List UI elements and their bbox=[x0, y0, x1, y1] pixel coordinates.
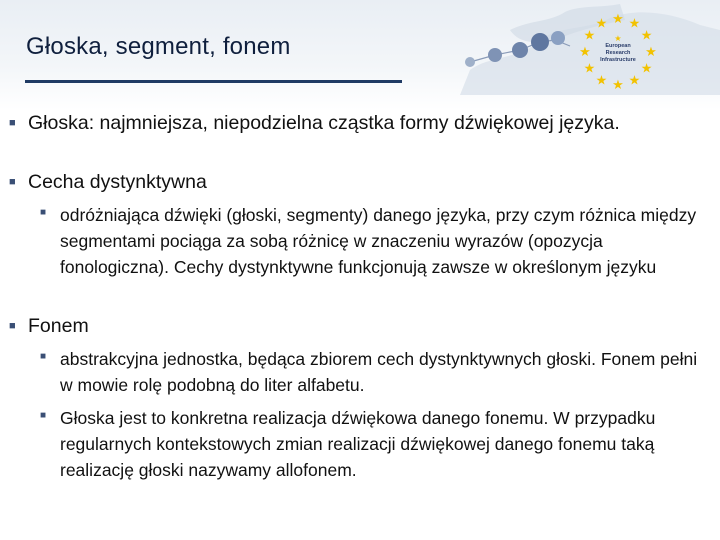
eu-star-icon: ★ bbox=[640, 60, 653, 76]
eu-star-icon: ★ bbox=[583, 60, 596, 76]
logo-line-2: Research bbox=[605, 50, 631, 56]
bullet-item-level1 bbox=[28, 313, 708, 339]
bullet-text: abstrakcyjna jednostka, będąca zbiorem cech dystynktywnych głoski. Fonem pełni w mowie rolę podobną do liter alfabetu. bbox=[60, 349, 698, 395]
bullet-square-icon: ■ bbox=[9, 176, 16, 188]
eu-star-icon: ★ bbox=[628, 15, 641, 31]
eu-star-icon: ★ bbox=[628, 72, 641, 88]
bullet-square-icon: ■ bbox=[9, 117, 16, 129]
bullet-text: Fonem bbox=[28, 315, 89, 337]
bullet-square-icon: ■ bbox=[40, 410, 47, 421]
bullet-text: odróżniająca dźwięki (głoski, segmenty) danego języka, przy czym różnica między segmentami pociąga za sobą różnicę w znaczeniu wyrazów (opozycja fonologiczna). Cechy dystynktywne funkcjonują zawsze w określonym języku bbox=[60, 205, 697, 277]
eu-star-icon: ★ bbox=[612, 77, 624, 92]
bullet-square-icon: ■ bbox=[40, 351, 47, 362]
bullet-item-level2 bbox=[60, 405, 710, 483]
logo-line-1: European bbox=[605, 43, 631, 49]
eu-center-star-icon: ★ bbox=[614, 34, 622, 43]
eu-star-icon: ★ bbox=[583, 27, 596, 43]
bullet-item-level1 bbox=[28, 110, 708, 136]
logo-line-3: Infrastructure bbox=[600, 57, 636, 63]
bullet-text: Głoska jest to konkretna realizacja dźwiękowa danego fonemu. W przypadku regularnych kontekstowych zmian realizacji dźwiękowej danego fonemu taką realizację głoski nazywamy allofonem. bbox=[60, 408, 656, 480]
eu-star-icon: ★ bbox=[645, 44, 657, 59]
bullet-text: Głoska: najmniejsza, niepodzielna cząstka formy dźwiękowej języka. bbox=[28, 112, 620, 134]
eu-star-icon: ★ bbox=[640, 27, 653, 43]
eu-star-icon: ★ bbox=[595, 72, 608, 88]
bullet-square-icon: ■ bbox=[9, 320, 16, 332]
eu-star-icon: ★ bbox=[579, 44, 591, 59]
bullet-item-level1 bbox=[28, 169, 708, 195]
bullet-square-icon: ■ bbox=[40, 207, 47, 218]
bullet-item-level2 bbox=[60, 346, 710, 398]
slide-title: Głoska, segment, fonem bbox=[26, 33, 291, 60]
bullet-item-level2 bbox=[60, 202, 710, 280]
eu-star-icon: ★ bbox=[595, 15, 608, 31]
eu-star-icon: ★ bbox=[612, 11, 624, 26]
bullet-text: Cecha dystynktywna bbox=[28, 171, 207, 193]
